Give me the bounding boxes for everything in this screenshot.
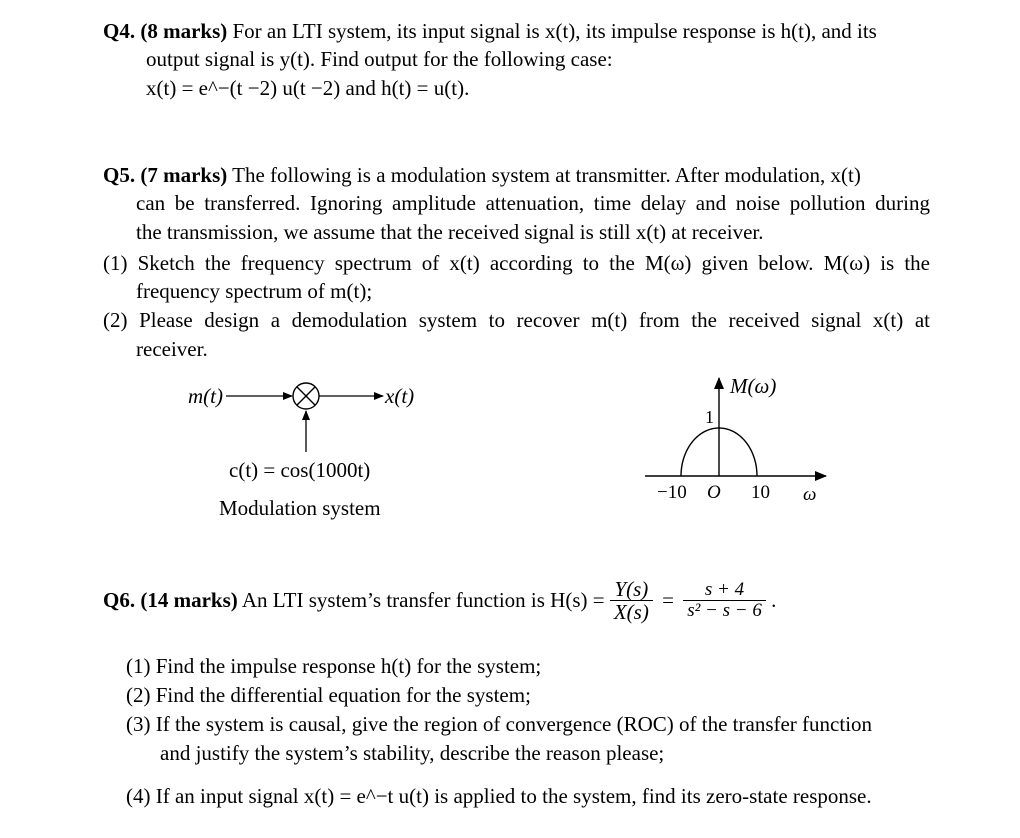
q5-line-2: can be transferred. Ignoring amplitude attenuation, time delay and noise pollution during [136, 191, 930, 215]
q4-line-3: x(t) = e^−(t −2) u(t −2) and h(t) = u(t). [146, 76, 470, 100]
q6-item-4: (4) If an input signal x(t) = e^−t u(t) is applied to the system, find its zero-state response. [126, 784, 872, 808]
q6-item-2: (2) Find the differential equation for the system; [126, 683, 531, 707]
q6-fraction-1-num: Y(s) [610, 578, 653, 601]
q6-label: Q6. (14 marks) [103, 588, 238, 613]
q6-item-3-line-2: and justify the system’s stability, describe the reason please; [160, 741, 665, 765]
q5-item-2-line-2: receiver. [136, 337, 208, 361]
spectrum-y-label [730, 376, 776, 397]
q4-text-line-1: For an LTI system, its input signal is x(t), its impulse response is h(t), and its [227, 19, 877, 43]
q5-line-3: the transmission, we assume that the received signal is still x(t) at receiver. [136, 220, 764, 244]
q6-end: . [771, 588, 777, 613]
q6-intro: An LTI system’s transfer function is H(s) = [237, 588, 605, 613]
q4-label: Q4. (8 marks) [103, 19, 228, 43]
spectrum-x-label: ω [803, 484, 817, 505]
spectrum-peak-label: 1 [705, 407, 714, 427]
spectrum-tick-pos: 10 [751, 482, 770, 503]
q6-fraction-2 [683, 580, 766, 621]
input-label: m(t) [188, 384, 223, 408]
spectrum-curve [681, 428, 757, 476]
q4-line-1 [103, 21, 877, 42]
q6-fraction-2-num: s + 4 [683, 580, 766, 601]
q6-fraction-2-den: s² − s − 6 [687, 600, 762, 622]
q5-item-2-line-1: (2) Please design a demodulation system to recover m(t) from the received signal x(t) at [103, 308, 930, 332]
q5-text-line-1: The following is a modulation system at transmitter. After modulation, x(t) [227, 163, 861, 187]
diagram-caption: Modulation system [219, 496, 381, 520]
q6-fraction-1 [610, 578, 653, 623]
spectrum-tick-neg: −10 [657, 482, 687, 503]
q5-line-1 [103, 165, 861, 186]
q6-line-1 [103, 578, 776, 623]
q5-item-1-line-1: (1) Sketch the frequency spectrum of x(t) according to the M(ω) given below. M(ω) is the [103, 251, 930, 275]
spectrum-y-label-text: M(ω) [730, 374, 777, 398]
q6-equals: = [662, 588, 674, 613]
q5-item-1-line-2: frequency spectrum of m(t); [136, 279, 373, 303]
output-label: x(t) [385, 384, 415, 408]
q5-label: Q5. (7 marks) [103, 163, 228, 187]
q6-item-3-line-1: (3) If the system is causal, give the region of convergence (ROC) of the transfer function [126, 712, 873, 736]
spectrum-origin-label: O [707, 482, 721, 503]
q6-fraction-1-den: X(s) [613, 600, 649, 625]
multiplier-icon [293, 383, 319, 409]
q6-item-1: (1) Find the impulse response h(t) for the system; [126, 654, 542, 678]
q4-line-2: output signal is y(t). Find output for the following case: [146, 47, 613, 71]
carrier-label: c(t) = cos(1000t) [229, 458, 371, 482]
